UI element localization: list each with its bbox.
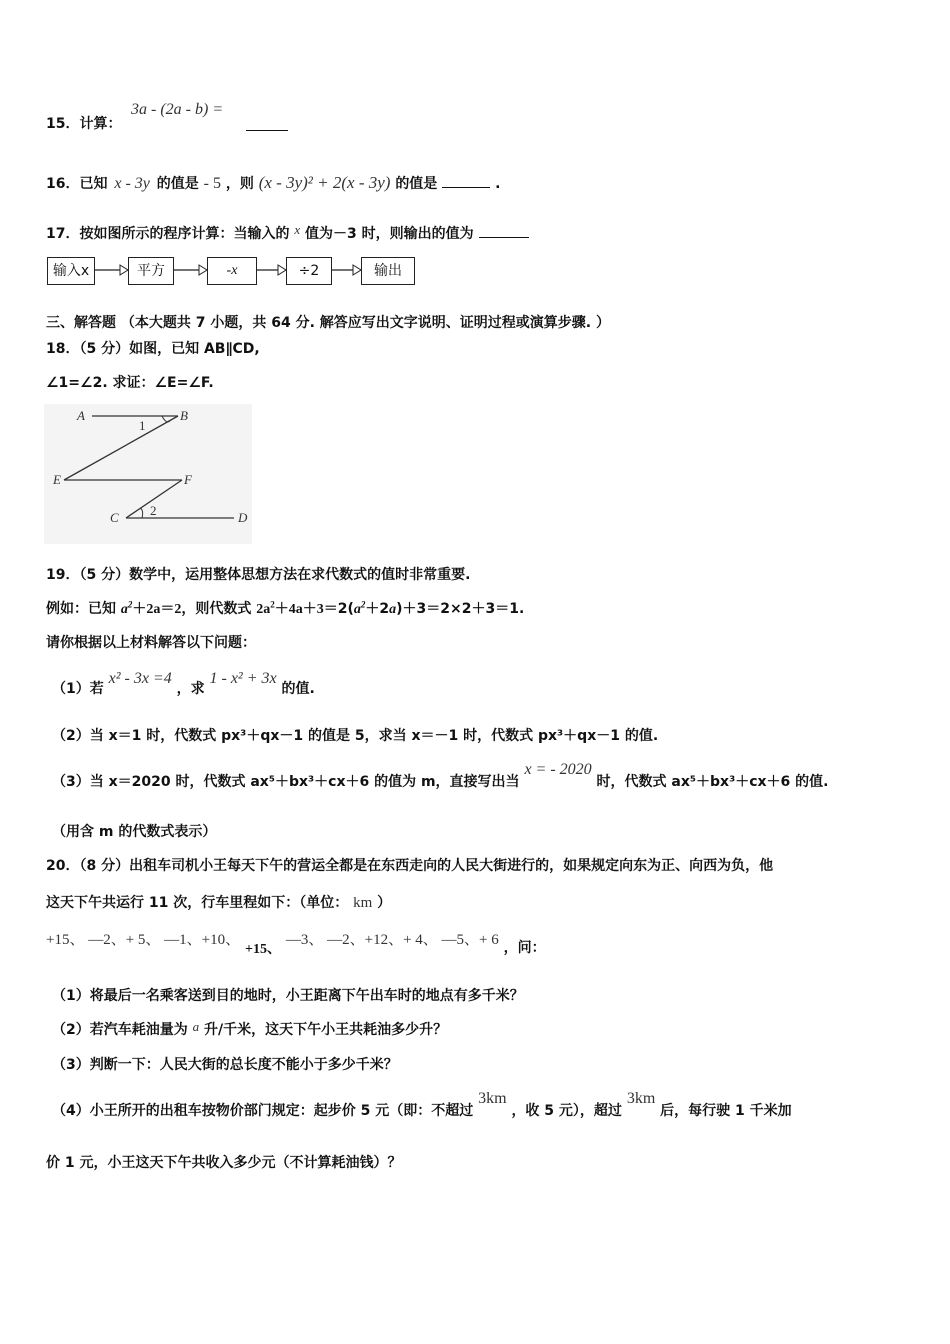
q19-part3-text2: 时，代数式 ax⁵＋bx³＋cx＋6 的值. <box>596 774 829 790</box>
q20-part2 <box>52 1020 447 1040</box>
q20-line2-text: 这天下午共运行 11 次，行车里程如下：（单位： <box>46 895 349 911</box>
q16-line <box>46 173 500 194</box>
flow-arrow-4 <box>331 263 361 277</box>
q20-unit: km <box>353 895 373 911</box>
q20-data-part3: —3、 —2、+12、+ 4、 —5、+ 6 <box>285 932 499 948</box>
q16-text2: ，则 <box>225 176 254 192</box>
q20-line2-close: ） <box>377 895 392 911</box>
q19-example-text2: ，则代数式 <box>181 601 252 617</box>
q16-text3: 的值是 <box>395 176 438 192</box>
flow-arrow-1 <box>94 263 128 277</box>
q20-data-part1: +15、 —2、+ 5、 —1、+10、 <box>46 932 241 948</box>
label-d: D <box>238 510 248 525</box>
label-a: A <box>77 408 85 423</box>
q20-part2-text2: 升/千米，这天下午小王共耗油多少升？ <box>204 1022 448 1038</box>
q20-part1: （1）将最后一名乘客送到目的地时，小王距离下午出车时的地点有多千米？ <box>52 988 524 1004</box>
q19-part3-expr: x = - 2020 <box>524 761 592 778</box>
label-c: C <box>110 510 119 525</box>
q20-part3: （3）判断一下：人民大街的总长度不能小于多少千米？ <box>52 1057 398 1073</box>
q19-example-text3: ＝2( <box>323 601 354 617</box>
q17-text2: 值为－3 时，则输出的值为 <box>305 226 474 242</box>
flow-output-box: 输出 <box>361 257 415 285</box>
label-f: F <box>184 472 192 487</box>
q19-part1-text1: （1）若 <box>52 681 104 697</box>
q20-part4-km2: 3km <box>626 1090 656 1107</box>
q16-value: - 5 <box>203 175 221 192</box>
q19-example-eq2b: ＋4a＋3 <box>274 602 324 617</box>
q15-expression: 3a - (2a - b) = <box>131 101 224 118</box>
q20-part2-var: a <box>192 1019 200 1034</box>
q20-part4-text3: 后，每行驶 1 千米加 <box>660 1103 792 1119</box>
q19-part3-note: （用含 m 的代数式表示） <box>52 824 217 840</box>
q20-data-part4: ，问： <box>503 940 546 956</box>
q19-example-eq1: ＋2a＝2 <box>132 602 182 617</box>
q18-line1: 18．（5 分）如图，已知 AB∥CD, <box>46 341 260 357</box>
q17-line <box>46 220 529 244</box>
q16-expr1: x - 3y <box>114 175 150 192</box>
q19-example: 例如：已知 $a^2+2a=2$，则代数式 $2a^2+4a+3=2(a^2+2a)+3=2\times 2+3=1$. <box>46 599 525 617</box>
label-angle-2: 2 <box>150 503 157 518</box>
label-b: B <box>180 408 188 423</box>
flow-arrow-2 <box>173 263 207 277</box>
q20-line2 <box>46 893 391 913</box>
q19-part1-text2: ，求 <box>176 681 205 697</box>
q20-part4-cont: 价 1 元，小王这天下午共收入多少元（不计算耗油钱）？ <box>46 1155 402 1171</box>
q20-part4-km1: 3km <box>478 1090 507 1107</box>
q19-part3-text1: （3）当 x＝2020 时，代数式 ax⁵＋bx³＋cx＋6 的值为 m，直接写出当 <box>52 774 520 790</box>
q16-text1: 的值是 <box>156 176 199 192</box>
q17-text1: 17．按如图所示的程序计算：当输入的 <box>46 226 290 242</box>
q19-example-text4: ＋2 <box>365 601 390 617</box>
q19-part1-expr2: 1 - x² + 3x <box>209 670 277 687</box>
flow-divide-box: ÷2 <box>286 257 332 285</box>
q19-example-eq2: 2a <box>256 602 271 617</box>
flow-input-box: 输入x <box>47 257 95 285</box>
q17-answer-blank[interactable] <box>479 223 529 238</box>
label-angle-1: 1 <box>139 418 146 433</box>
q19-example-a2: $a^2$ <box>120 599 133 617</box>
q19-var-a: a <box>120 602 128 617</box>
q20-part4-text2: ，收 5 元），超过 <box>511 1103 622 1119</box>
flow-subtract-x-box: -x <box>207 257 257 285</box>
flow-square-box: 平方 <box>128 257 174 285</box>
q19-prompt: 请你根据以上材料解答以下问题： <box>46 635 256 651</box>
flow-arrow-3 <box>256 263 286 277</box>
q16-answer-blank[interactable] <box>442 173 490 188</box>
q15-answer-blank[interactable] <box>246 116 288 135</box>
q19-part1-expr1: x² - 3x =4 <box>108 670 172 687</box>
q16-number: 16．已知 <box>46 176 108 192</box>
q19-part1 <box>52 670 315 699</box>
q19-part2: （2）当 x＝1 时，代数式 px³＋qx－1 的值是 5，求当 x＝－1 时，代数式 px³＋qx－1 的值. <box>52 728 659 744</box>
q16-expr2: (x - 3y)² + 2(x - 3y) <box>258 173 391 192</box>
q20-line1: 20．（8 分）出租车司机小王每天下午的营运全都是在东西走向的人民大街进行的，如果规定向东为正、向西为负，他 <box>46 858 774 874</box>
q18-line2: ∠1=∠2. 求证：∠E=∠F. <box>46 375 214 391</box>
q20-part4 <box>52 1090 792 1121</box>
q19-part1-text3: 的值. <box>281 681 315 697</box>
section3-header: 三、解答题 （本大题共 7 小题，共 64 分. 解答应写出文字说明、证明过程或演算步骤. ） <box>46 315 610 331</box>
q19-intro: 19．（5 分）数学中，运用整体思想方法在求代数式的值时非常重要. <box>46 567 471 583</box>
q19-example-text1: 例如：已知 <box>46 601 116 617</box>
q19-example-text5: )＋3＝2×2＋3＝1. <box>396 601 525 617</box>
q15-number: 15．计算： <box>46 116 122 132</box>
q17-var: x <box>294 222 301 237</box>
q15-line <box>46 114 121 134</box>
q20-part2-text1: （2）若汽车耗油量为 <box>52 1022 188 1038</box>
label-e: E <box>53 472 61 487</box>
q19-part3 <box>52 761 829 792</box>
q20-data-part2: +15、 <box>245 942 281 957</box>
geometry-figure <box>44 404 252 544</box>
q20-data <box>46 930 546 957</box>
q20-part4-text1: （4）小王所开的出租车按物价部门规定：起步价 5 元（即：不超过 <box>52 1103 474 1119</box>
q16-period: . <box>495 176 501 192</box>
